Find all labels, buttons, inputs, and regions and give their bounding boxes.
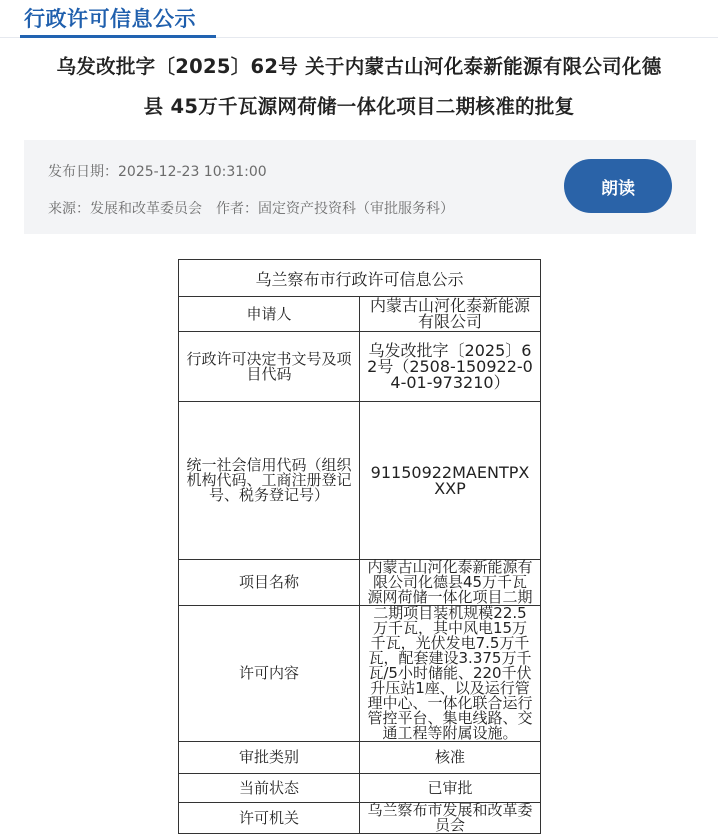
row-label: 许可内容 — [179, 606, 360, 742]
document-title — [20, 47, 698, 127]
table-row — [179, 560, 541, 606]
publish-date: 发布日期：2025-12-23 10:31:00 — [48, 164, 267, 180]
meta-info-box — [24, 140, 696, 234]
row-value: 91150922MAENTPXXXP — [360, 402, 541, 560]
section-title-underline — [20, 35, 216, 38]
row-value: 核准 — [360, 742, 541, 774]
section-header — [0, 0, 718, 38]
table-row — [179, 742, 541, 774]
table-row — [179, 332, 541, 402]
author-text: 作者：固定资产投资科（审批服务科） — [216, 201, 454, 217]
document-title-line-2: 县 45万千瓦源网荷储一体化项目二期核准的批复 — [143, 95, 575, 118]
row-value: 二期项目装机规模22.5万千瓦，其中风电15万千瓦，光伏发电7.5万千瓦，配套建设3.375万千瓦/5小时储能、220千伏升压站1座、以及运行管理中心、一体化联合运行管控平台、集电线路、交通工程等附属设施。 — [360, 606, 541, 742]
row-label: 许可机关 — [179, 803, 360, 834]
row-value: 内蒙古山河化泰新能源有限公司化德县45万千瓦源网荷储一体化项目二期 — [360, 560, 541, 606]
permit-info-table — [178, 259, 541, 834]
row-value: 乌发改批字〔2025〕62号（2508-150922-04-01-973210） — [360, 332, 541, 402]
row-value: 乌兰察布市发展和改革委员会 — [360, 803, 541, 834]
row-label: 行政许可决定书文号及项目代码 — [179, 332, 360, 402]
row-label: 审批类别 — [179, 742, 360, 774]
read-aloud-button[interactable]: 朗读 — [564, 159, 672, 213]
row-label: 统一社会信用代码（组织机构代码、工商注册登记号、税务登记号） — [179, 402, 360, 560]
row-value: 内蒙古山河化泰新能源有限公司 — [360, 297, 541, 332]
table-caption: 乌兰察布市行政许可信息公示 — [179, 260, 541, 297]
document-title-line-1: 乌发改批字〔2025〕62号 关于内蒙古山河化泰新能源有限公司化德 — [56, 55, 662, 78]
table-row — [179, 402, 541, 560]
row-value: 已审批 — [360, 774, 541, 803]
row-label: 申请人 — [179, 297, 360, 332]
table-row — [179, 774, 541, 803]
table-row — [179, 606, 541, 742]
row-label: 项目名称 — [179, 560, 360, 606]
source-author-line — [48, 198, 454, 218]
section-title: 行政许可信息公示 — [24, 7, 196, 31]
table-caption-row — [179, 260, 541, 297]
table-row — [179, 803, 541, 834]
source-text: 来源：发展和改革委员会 — [48, 201, 202, 217]
table-row — [179, 297, 541, 332]
row-label: 当前状态 — [179, 774, 360, 803]
